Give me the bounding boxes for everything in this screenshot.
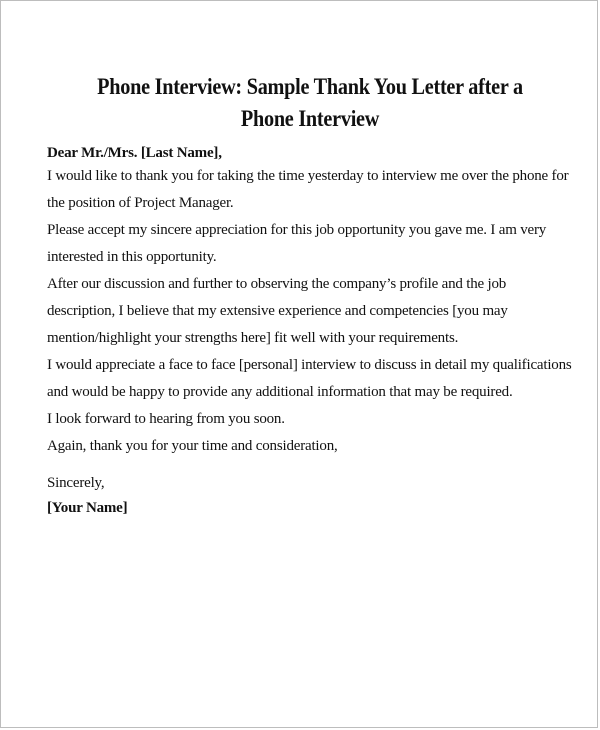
letter-body: [47, 71, 573, 519]
paragraph-interview-request: I would appreciate a face to face [personal] interview to discuss in detail my qualifications and would be happy to provide any additional information that may be required.: [47, 357, 572, 400]
paragraph-thanks: I would like to thank you for taking the time yesterday to interview me over the phone for the position of Project Manager.: [47, 168, 569, 211]
signature: [Your Name]: [47, 500, 128, 516]
paragraph-appreciation: Please accept my sincere appreciation for this job opportunity you gave me. I am very interested in this opportunity.: [47, 222, 547, 265]
salutation: Dear Mr./Mrs. [Last Name],: [47, 145, 222, 161]
page-title: Phone Interview: Sample Thank You Letter after a Phone Interview: [97, 74, 523, 131]
closing: Sincerely,: [47, 475, 105, 491]
paragraph-final-thanks: Again, thank you for your time and consideration,: [47, 438, 338, 454]
paragraph-look-forward: I look forward to hearing from you soon.: [47, 411, 285, 427]
paragraph-experience: After our discussion and further to observing the company’s profile and the job description, I believe that my extensive experience and competencies [you may mention/highlight your strengths here] fit well with your requirements.: [47, 276, 508, 346]
